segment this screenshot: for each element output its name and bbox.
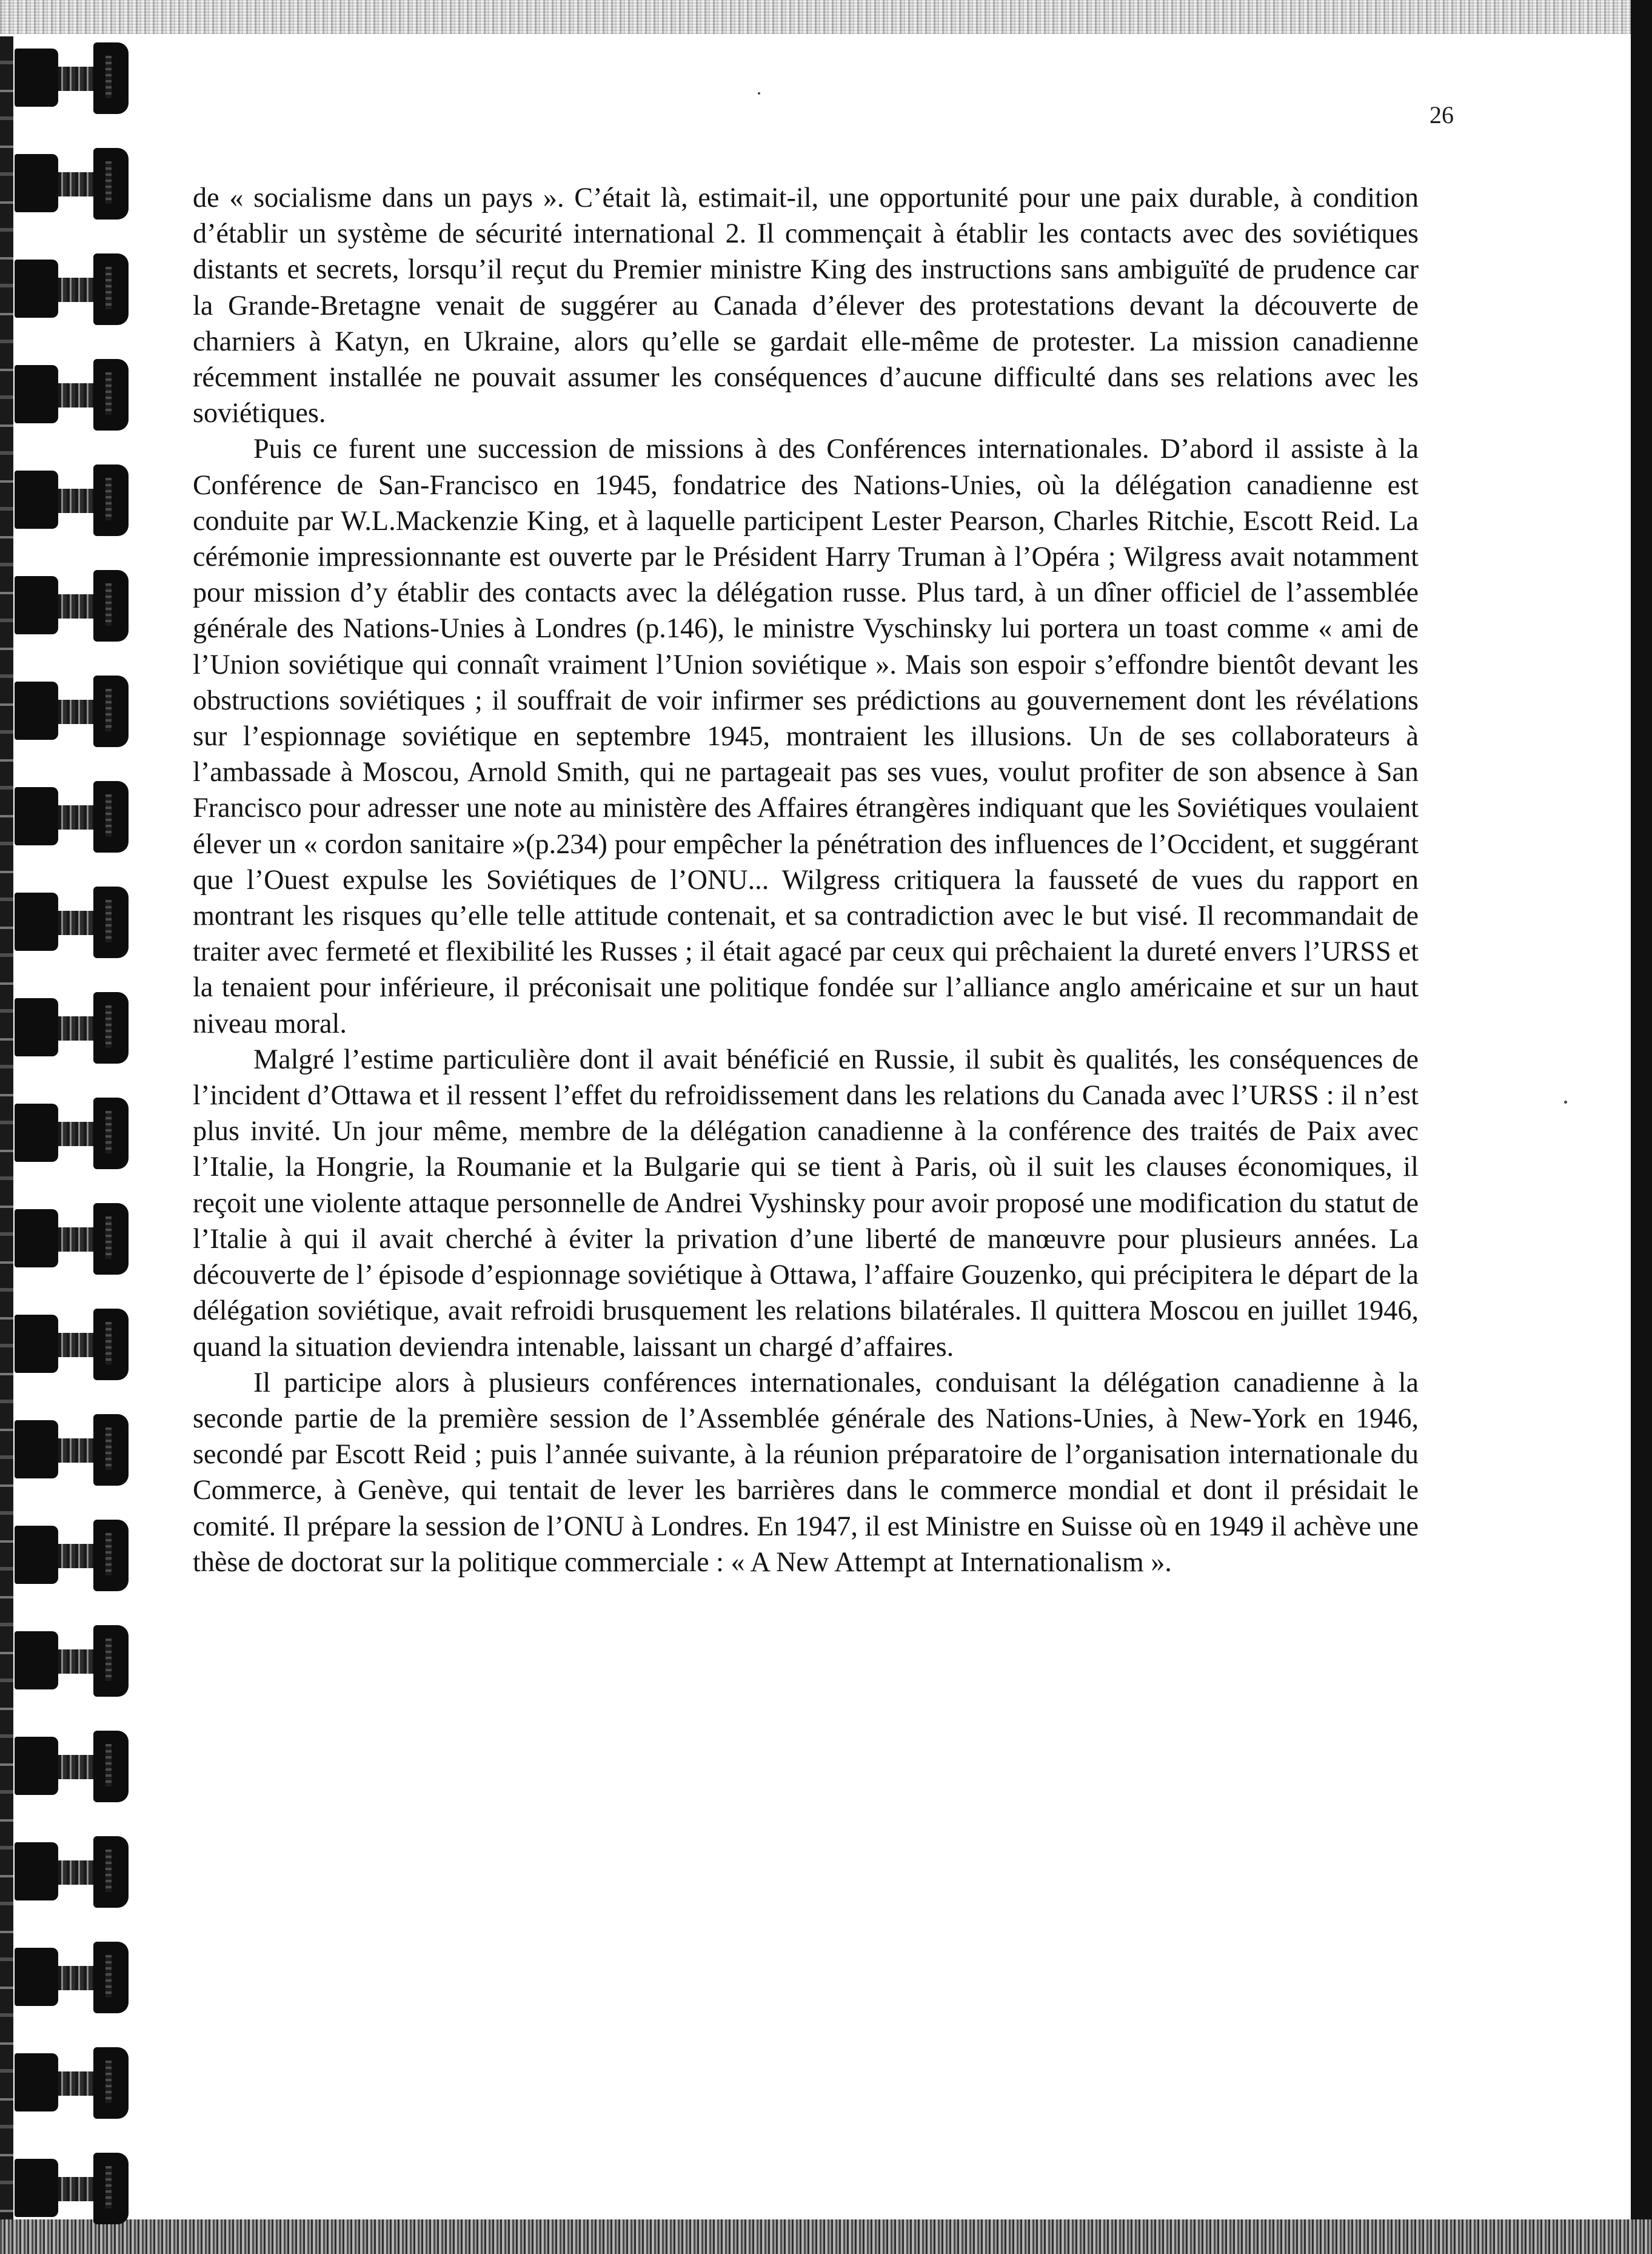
binding-ring — [15, 2047, 136, 2120]
binding-spine — [0, 36, 13, 2219]
binding-ring-outer — [15, 471, 58, 529]
binding-ring-stem — [58, 1544, 93, 1568]
binding-ring-inner — [93, 992, 129, 1064]
binding-ring-stem — [58, 805, 93, 830]
binding-ring — [15, 1520, 136, 1592]
binding-ring-inner — [93, 1098, 129, 1169]
binding-ring-stem — [58, 1755, 93, 1779]
binding-ring — [15, 148, 136, 221]
paragraph-3: Malgré l’estime particulière dont il avait bénéficié en Russie, il subit ès qualités, les conséquences de l’incident d’Ottawa et il ressent l’effet du refroidissement dans les relations du Canada avec l’URSS : il n’est plus invité. Un jour même, membre de la délégation canadienne à la conférence des traités de Paix avec l’Italie, la Hongrie, la Roumanie et la Bulgarie qui se tient à Paris, où il suit les clauses économiques, il reçoit une violente attaque personnelle de Andrei Vyshinsky pour avoir proposé une modification du statut de l’Italie à qui il avait cherché à éviter la privation d’une liberté de manœuvre pour plusieurs années. La découverte de l’ épisode d’espionnage soviétique à Ottawa, l’affaire Gouzenko, qui précipitera le départ de la délégation soviétique, avait refroidi brusquement les relations bilatérales. Il quittera Moscou en juillet 1946, quand la situation deviendra intenable, laissant un chargé d’affaires. — [193, 1043, 1419, 1362]
binding-ring-stem — [58, 2177, 93, 2201]
binding-ring — [15, 1942, 136, 2014]
scan-speck — [1564, 1101, 1567, 1104]
binding-ring — [15, 1309, 136, 1381]
binding-ring-stem — [58, 2071, 93, 2096]
binding-ring — [15, 570, 136, 643]
binding-ring — [15, 1414, 136, 1487]
binding-ring-stem — [58, 700, 93, 724]
binding-ring-inner — [93, 887, 129, 958]
spiral-binding — [0, 0, 139, 2254]
binding-ring-outer — [15, 154, 58, 212]
binding-ring-stem — [58, 1016, 93, 1041]
scan-edge-top — [0, 0, 1652, 34]
binding-ring — [15, 2153, 136, 2225]
binding-ring-stem — [58, 1966, 93, 1990]
binding-ring — [15, 1625, 136, 1698]
binding-ring-outer — [15, 1526, 58, 1584]
binding-ring-stem — [58, 594, 93, 619]
binding-ring-outer — [15, 1631, 58, 1689]
binding-ring-stem — [58, 278, 93, 302]
binding-ring-outer — [15, 576, 58, 634]
paragraph-1: de « socialisme dans un pays ». C’était là, estimait-il, une opportunité pour une paix durable, à condition d’établir un système de sécurité international 2. Il commençait à établir les contacts avec des soviétiques distants et secrets, lorsqu’il reçut du Premier ministre King des instructions sans ambiguïté de prudence car la Grande-Bretagne venait de suggérer au Canada d’élever des protestations devant la découverte de charniers à Katyn, en Ukraine, alors qu’elle se gardait elle-même de protester. La mission canadienne récemment installée ne pouvait assumer les conséquences d’aucune difficulté dans ses relations avec les soviétiques. — [193, 182, 1419, 429]
page-number: 26 — [1430, 101, 1454, 129]
scan-edge-right — [1631, 0, 1652, 2254]
binding-ring-outer — [15, 1315, 58, 1373]
binding-ring-outer — [15, 260, 58, 318]
binding-ring-outer — [15, 365, 58, 423]
binding-ring-stem — [58, 1649, 93, 1674]
binding-ring-stem — [58, 911, 93, 935]
binding-ring-outer — [15, 2053, 58, 2111]
binding-ring — [15, 781, 136, 854]
binding-ring-outer — [15, 682, 58, 740]
binding-ring-stem — [58, 1227, 93, 1252]
binding-ring-outer — [15, 998, 58, 1056]
scan-edge-bottom — [0, 2219, 1652, 2254]
binding-ring-inner — [93, 1520, 129, 1591]
binding-ring-outer — [15, 893, 58, 951]
binding-ring-stem — [58, 67, 93, 91]
binding-ring — [15, 42, 136, 115]
binding-ring-inner — [93, 570, 129, 642]
binding-ring — [15, 253, 136, 326]
binding-ring-outer — [15, 2159, 58, 2217]
binding-ring — [15, 465, 136, 537]
paragraph-2: Puis ce furent une succession de missions à des Conférences internationales. D’abord il assiste à la Conférence de San-Francisco en 1945, fondatrice des Nations-Unies, où la délégation canadienne est conduite par W.L.Mackenzie King, et à laquelle participent Lester Pearson, Charles Ritchie, Escott Reid. La cérémonie impressionnante est ouverte par le Président Harry Truman à l’Opéra ; Wilgress avait notamment pour mission d’y établir des contacts avec la délégation russe. Plus tard, à un dîner officiel de l’assemblée générale des Nations-Unies à Londres (p.146), le ministre Vyschinsky lui portera un toast comme « ami de l’Union soviétique qui connaît vraiment l’Union soviétique ». Mais son espoir s’effondre bientôt devant les obstructions soviétiques ; il souffrait de voir infirmer ses prédictions au gouvernement dont les révélations sur l’espionnage soviétique en septembre 1945, montraient les illusions. Un de ses collaborateurs à l’ambassade à Moscou, Arnold Smith, qui ne partageait pas ses vues, voulut profiter de son absence à San Francisco pour adresser une note au ministère des Affaires étrangères indiquant que les Soviétiques voulaient élever un « cordon sanitaire »(p.234) pour empêcher la pénétration des influences de l’Occident, et suggérant que l’Ouest expulse les Soviétiques de l’ONU... Wilgress critiquera la fausseté de vues du rapport en montrant les risques qu’elle telle attitude contenait, et sa contradiction avec le but visé. Il recommandait de traiter avec fermeté et flexibilité les Russes ; il était agacé par ceux qui prêchaient la dureté envers l’URSS et la tenaient pour inférieure, il préconisait une politique fondée sur l’alliance anglo américaine et sur un haut niveau moral. — [193, 433, 1419, 1039]
binding-ring-inner — [93, 781, 129, 853]
binding-ring-inner — [93, 1203, 129, 1275]
binding-ring-inner — [93, 42, 129, 114]
binding-ring — [15, 1731, 136, 1803]
binding-ring-inner — [93, 1309, 129, 1380]
binding-ring-outer — [15, 1737, 58, 1795]
paragraph-4: Il participe alors à plusieurs conférences internationales, conduisant la délégation canadienne à la seconde partie de la première session de l’Assemblée générale des Nations-Unies, à New-York en 1946, secondé par Escott Reid ; puis l’année suivante, à la réunion préparatoire de l’organisation internationale du Commerce, à Genève, qui tentait de lever les barrières dans le commerce mondial et dont il présidait le comité. Il prépare la session de l’ONU à Londres. En 1947, il est Ministre en Suisse où en 1949 il achève une thèse de doctorat sur la politique commerciale : « A New Attempt at Internationalism ». — [193, 1366, 1419, 1577]
binding-ring-inner — [93, 1625, 129, 1697]
binding-ring-inner — [93, 359, 129, 431]
binding-ring — [15, 676, 136, 748]
binding-ring-stem — [58, 1333, 93, 1357]
binding-ring-outer — [15, 1948, 58, 2006]
binding-ring — [15, 1203, 136, 1276]
binding-ring-inner — [93, 1942, 129, 2013]
binding-ring-outer — [15, 1420, 58, 1478]
binding-ring-outer — [15, 1104, 58, 1162]
binding-ring — [15, 1098, 136, 1170]
binding-ring-inner — [93, 2047, 129, 2119]
binding-ring-inner — [93, 1414, 129, 1486]
binding-ring-inner — [93, 1836, 129, 1908]
binding-ring-inner — [93, 253, 129, 325]
binding-ring-inner — [93, 676, 129, 747]
binding-ring-outer — [15, 49, 58, 107]
binding-ring-inner — [93, 1731, 129, 1802]
binding-ring-stem — [58, 1860, 93, 1885]
scan-speck — [758, 92, 760, 95]
binding-ring — [15, 887, 136, 959]
binding-ring-stem — [58, 383, 93, 408]
binding-ring-inner — [93, 2153, 129, 2224]
binding-ring-stem — [58, 1122, 93, 1146]
binding-ring-inner — [93, 148, 129, 220]
binding-ring — [15, 359, 136, 432]
binding-ring-stem — [58, 489, 93, 513]
binding-ring-outer — [15, 787, 58, 845]
page-body — [193, 179, 1419, 1580]
binding-ring-outer — [15, 1209, 58, 1267]
binding-ring-stem — [58, 172, 93, 196]
binding-ring-stem — [58, 1438, 93, 1463]
binding-ring — [15, 992, 136, 1065]
binding-ring-inner — [93, 465, 129, 536]
binding-ring — [15, 1836, 136, 1909]
binding-ring-outer — [15, 1842, 58, 1900]
